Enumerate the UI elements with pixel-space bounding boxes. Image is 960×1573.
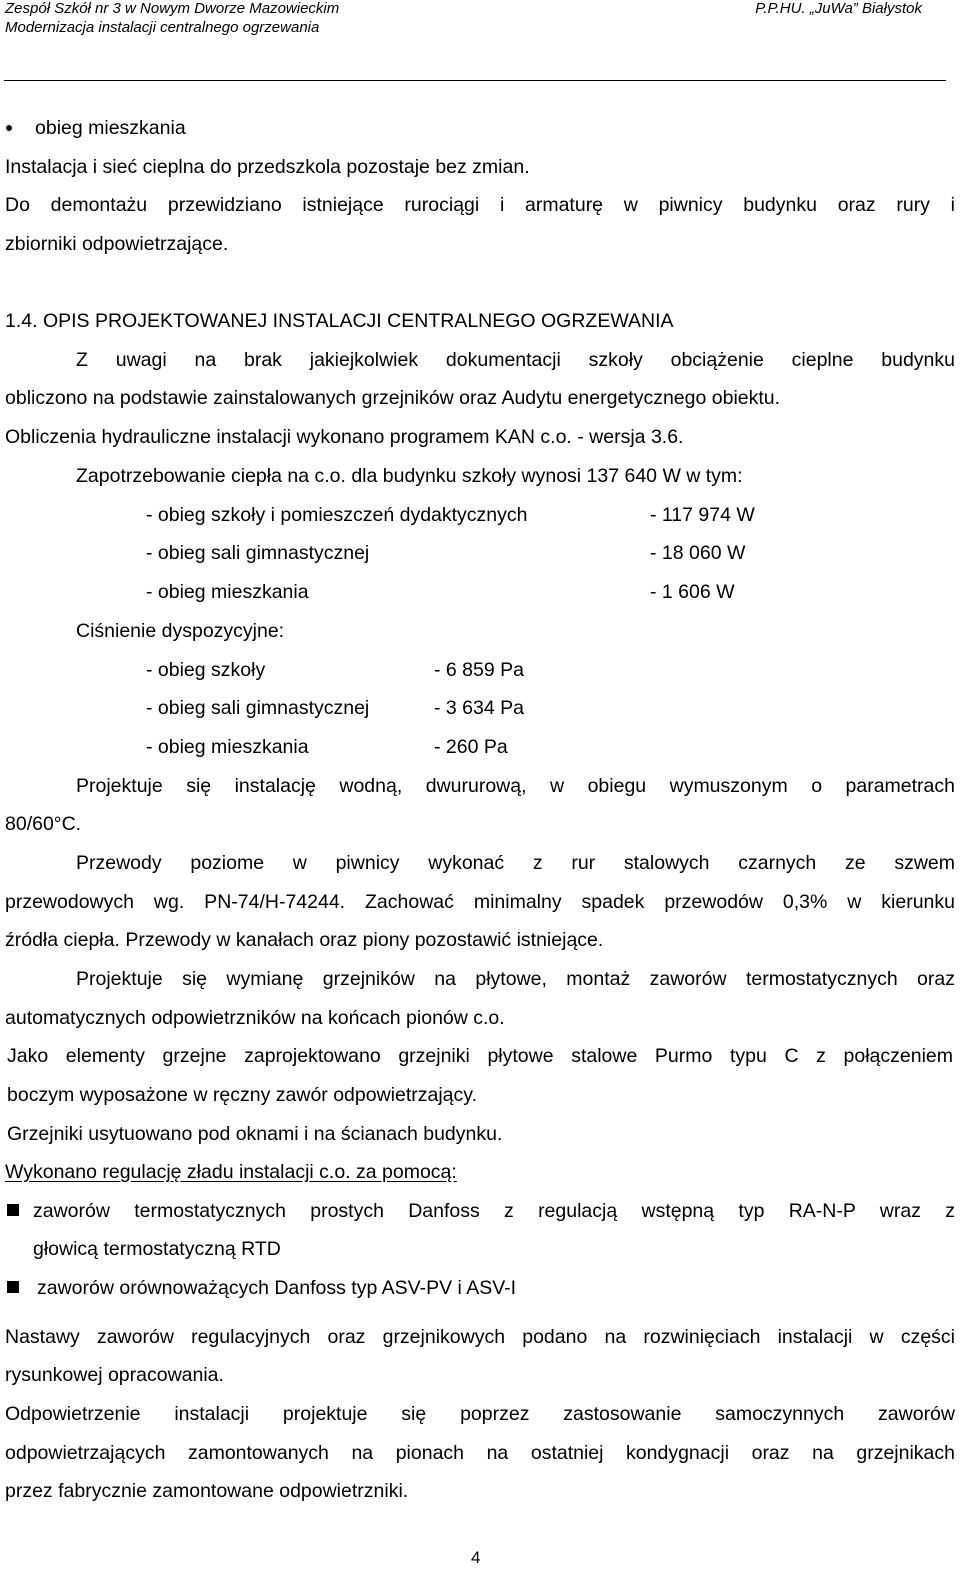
pressure-label-apartment: - obieg mieszkania xyxy=(146,736,309,758)
valve-item-2: zaworów orównoważących Danfoss typ ASV-PV i ASV-I xyxy=(37,1277,517,1299)
paragraph-heaters-location: Grzejniki usytuowano pod oknami i na ścianach budynku. xyxy=(7,1123,503,1145)
header-project-title: Modernizacja instalacji centralnego ogrzewania xyxy=(5,19,320,36)
demand-label-school: - obieg szkoły i pomieszczeń dydaktycznych xyxy=(146,504,528,526)
valve-item-1-line2: głowicą termostatyczną RTD xyxy=(33,1238,281,1260)
paragraph-heaters-line1: Jako elementy grzejne zaprojektowano grzejniki płytowe stalowe Purmo typu C z połączeniem xyxy=(7,1045,953,1067)
pressure-value-apartment: - 260 Pa xyxy=(434,736,508,758)
section-heading: 1.4. OPIS PROJEKTOWANEJ INSTALACJI CENTRALNEGO OGRZEWANIA xyxy=(5,310,674,332)
paragraph-heaters-line2: boczym wyposażone w ręczny zawór odpowietrzający. xyxy=(7,1084,477,1106)
valve-item-1-line1: zaworów termostatycznych prostych Danfoss z regulacją wstępną typ RA-N-P wraz z xyxy=(33,1200,955,1222)
paragraph-radiators-line2: automatycznych odpowietrzników na końcach pionów c.o. xyxy=(5,1007,505,1029)
paragraph-venting-line3: przez fabrycznie zamontowane odpowietrzniki. xyxy=(5,1480,409,1502)
pressure-label-school: - obieg szkoły xyxy=(146,659,266,681)
bullet-item-text: obieg mieszkania xyxy=(35,117,186,139)
paragraph-radiators-line1: Projektuje się wymianę grzejników na płytowe, montaż zaworów termostatycznych oraz xyxy=(76,968,955,990)
paragraph-dismantling-line2: zbiorniki odpowietrzające. xyxy=(5,233,229,255)
pressure-value-school: - 6 859 Pa xyxy=(434,659,524,681)
paragraph-pipes-line2: przewodowych wg. PN-74/H-74244. Zachować minimalny spadek przewodów 0,3% w kierunku xyxy=(5,891,955,913)
paragraph-installation-line1: Projektuje się instalację wodną, dwururową, w obiegu wymuszonym o parametrach xyxy=(76,775,955,797)
paragraph-installation-line2: 80/60°C. xyxy=(5,813,82,835)
paragraph-venting-line1: Odpowietrzenie instalacji projektuje się poprzez zastosowanie samoczynnych zaworów xyxy=(5,1403,955,1425)
regulation-heading: Wykonano regulację zładu instalacji c.o. za pomocą: xyxy=(5,1161,457,1183)
paragraph-dismantling-line1: Do demontażu przewidziano istniejące rurociągi i armaturę w piwnicy budynku oraz rury i xyxy=(5,194,955,216)
demand-value-school: - 117 974 W xyxy=(650,504,755,526)
pressure-value-gym: - 3 634 Pa xyxy=(434,697,524,719)
square-bullet-icon xyxy=(7,1204,19,1216)
paragraph-hydraulic-calc: Obliczenia hydrauliczne instalacji wykonano programem KAN c.o. - wersja 3.6. xyxy=(5,426,684,448)
header-company: P.P.HU. „JuWa” Białystok xyxy=(755,0,922,17)
paragraph-settings-line1: Nastawy zaworów regulacyjnych oraz grzejnikowych podano na rozwinięciach instalacji w części xyxy=(5,1326,955,1348)
demand-label-gym: - obieg sali gimnastycznej xyxy=(146,542,370,564)
demand-value-gym: - 18 060 W xyxy=(650,542,746,564)
pressure-intro: Ciśnienie dyspozycyjne: xyxy=(76,620,285,642)
bullet-dot-icon xyxy=(6,125,12,131)
demand-value-apartment: - 1 606 W xyxy=(650,581,735,603)
header-institution: Zespół Szkół nr 3 w Nowym Dworze Mazowieckim xyxy=(5,0,340,17)
paragraph-heat-load-line2: obliczono na podstawie zainstalowanych grzejników oraz Audytu energetycznego obiektu. xyxy=(5,387,781,409)
pressure-label-gym: - obieg sali gimnastycznej xyxy=(146,697,370,719)
paragraph-settings-line2: rysunkowej opracowania. xyxy=(5,1364,224,1386)
paragraph-pipes-line1: Przewody poziome w piwnicy wykonać z rur stalowych czarnych ze szwem xyxy=(76,852,955,874)
paragraph-pipes-line3: źródła ciepła. Przewody w kanałach oraz piony pozostawić istniejące. xyxy=(5,929,604,951)
paragraph-preschool: Instalacja i sieć cieplna do przedszkola pozostaje bez zmian. xyxy=(5,156,530,178)
demand-label-apartment: - obieg mieszkania xyxy=(146,581,309,603)
paragraph-venting-line2: odpowietrzających zamontowanych na pionach na ostatniej kondygnacji oraz na grzejnikach xyxy=(5,1442,955,1464)
paragraph-heat-load-line1: Z uwagi na brak jakiejkolwiek dokumentacji szkoły obciążenie cieplne budynku xyxy=(76,349,955,371)
header-divider xyxy=(4,80,946,81)
heat-demand-intro: Zapotrzebowanie ciepła na c.o. dla budynku szkoły wynosi 137 640 W w tym: xyxy=(76,465,743,487)
square-bullet-icon xyxy=(7,1281,19,1293)
page-number: 4 xyxy=(471,1548,481,1567)
